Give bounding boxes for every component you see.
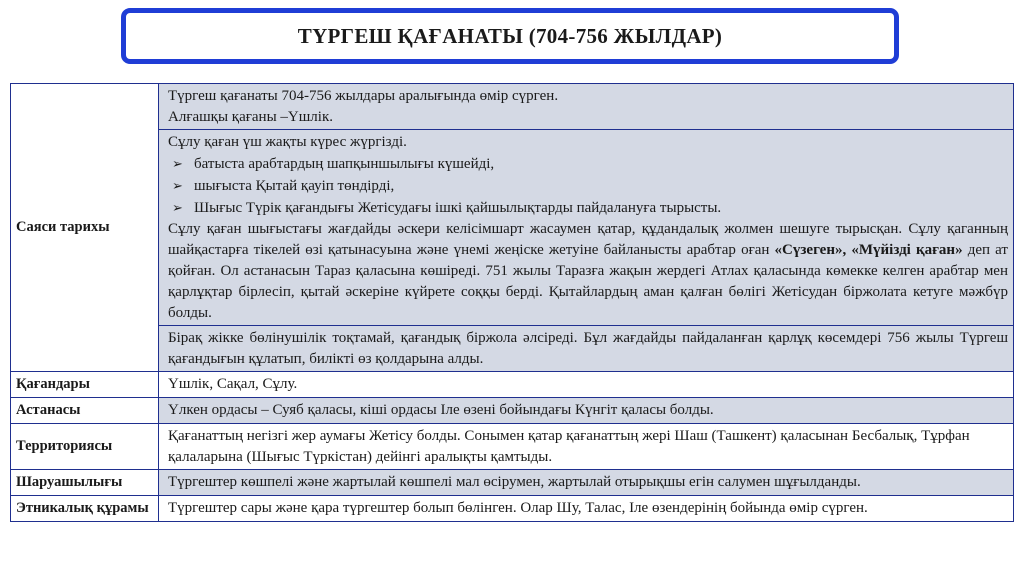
political-history-block-2 (159, 130, 1014, 326)
row-label-territory: Территориясы (11, 424, 159, 470)
page-title: ТҮРГЕШ ҚАҒАНАТЫ (704-756 ЖЫЛДАР) (297, 23, 723, 48)
row-label-economy: Шаруашылығы (11, 470, 159, 496)
row-label-political-history: Саяси тарихы (11, 84, 159, 372)
table-row (11, 84, 1014, 130)
paragraph-text: деп ат қойған. Ол астанасын Тараз қаласына көшіреді. 751 жылы Таразға жақын жердегі Атлах қаласында көмекке келген арабтар мен қарлұқтар бірлесіп, қытай әскеріне күйрете соққы берді. Қытайлардың аман қалған бөлігі Жетісудан біржолата кетуге мәжбүр болды. (168, 242, 1008, 321)
table-row (11, 424, 1014, 470)
list-item (168, 175, 1008, 197)
text-line: Түргеш қағанаты 704-756 жылдары аралығында өмір сүрген. (168, 88, 559, 104)
khagans-text: Үшлік, Сақал, Сұлу. (159, 372, 1014, 398)
capital-text: Үлкен ордасы – Суяб қаласы, кіші ордасы Іле өзені бойындағы Күнгіт қаласы болды. (159, 398, 1014, 424)
table-row (11, 496, 1014, 522)
table-row (11, 130, 1014, 326)
table-row (11, 372, 1014, 398)
economy-text: Түргештер көшпелі және жартылай көшпелі мал өсірумен, жартылай отырықшы егін салумен шұғылданды. (159, 470, 1014, 496)
arrow-bullet-icon: ➢ (172, 156, 183, 171)
list-item (168, 197, 1008, 219)
political-history-block-3: Бірақ жікке бөлінушілік тоқтамай, қағандық біржола әлсіреді. Бұл жағдайды пайдаланған қарлұқ көсемдері 756 жылы Түргеш қағандығын құлатып, билікті өз қолдарына алды. (159, 326, 1014, 372)
paragraph (168, 219, 1008, 324)
table-row (11, 398, 1014, 424)
list-item (168, 153, 1008, 175)
paragraph-bold-text: «Сүзеген», «Мүйізді қаған» (774, 242, 963, 258)
row-label-khagans: Қағандары (11, 372, 159, 398)
title-box (121, 8, 899, 64)
text-line: Сұлу қаған үш жақты күрес жүргізді. (168, 134, 407, 150)
arrow-bullet-icon: ➢ (172, 178, 183, 193)
info-table (10, 83, 1014, 522)
arrow-bullet-icon: ➢ (172, 200, 183, 215)
list-item-text: батыста арабтардың шапқыншылығы күшейді, (194, 156, 495, 172)
list-item-text: шығыста Қытай қауіп төндірді, (194, 178, 395, 194)
paragraph-text: Сұлу қаған шығыстағы жағдайды әскери келісімшарт жасаумен қатар, құдандалық жолмен шешуге тырысқан. Сұлу қаганның шайқастарға тікелей өзі қатынасуына және үнемі жеңіске жетуіне байланысты арабтар оған (168, 221, 1008, 258)
row-label-ethnic: Этникалық құрамы (11, 496, 159, 522)
political-history-block-1 (159, 84, 1014, 130)
list-item-text: Шығыс Түрік қағандығы Жетісудағы ішкі қайшылықтарды пайдалануға тырысты. (194, 200, 722, 216)
table-row (11, 470, 1014, 496)
row-label-capital: Астанасы (11, 398, 159, 424)
text-line: Алғашқы қағаны –Үшлік. (168, 109, 333, 125)
ethnic-text: Түргештер сары және қара түргештер болып бөлінген. Олар Шу, Талас, Іле өзендерінің бойында өмір сүрген. (159, 496, 1014, 522)
territory-text: Қағанаттың негізгі жер аумағы Жетісу болды. Сонымен қатар қағанаттың жері Шаш (Ташкент) қаласынан Бесбалық, Тұрфан қалаларына (Шығыс Түркістан) дейінгі аралықты қамтыды. (159, 424, 1014, 470)
table-row (11, 326, 1014, 372)
